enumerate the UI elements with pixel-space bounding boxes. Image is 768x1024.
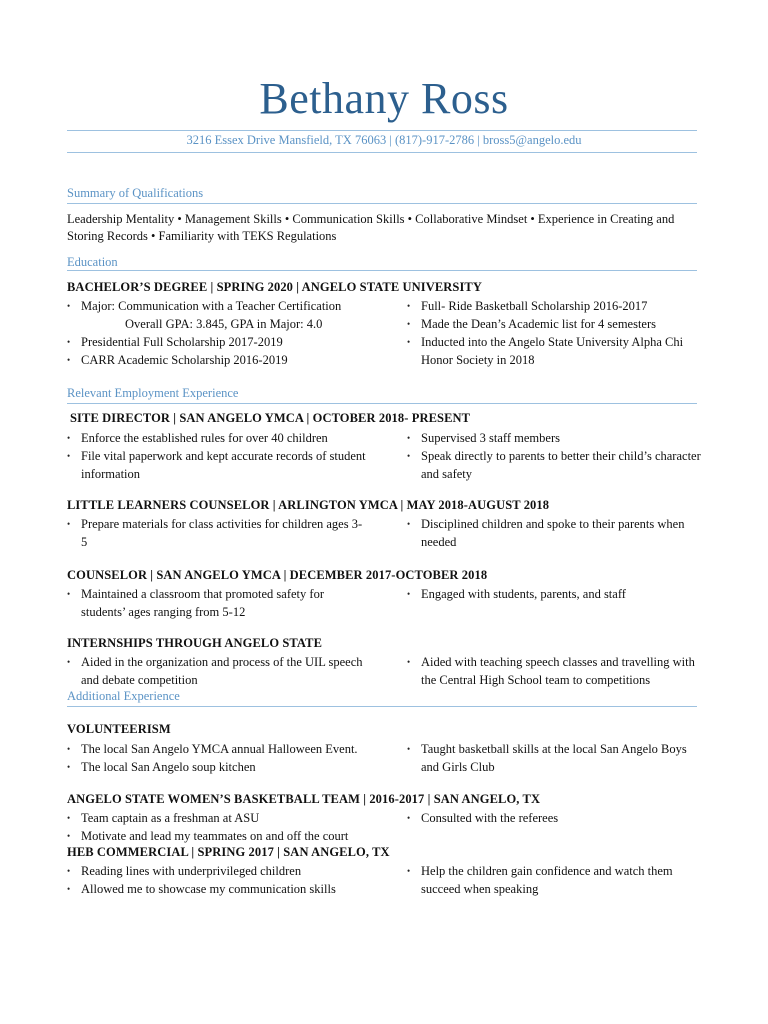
list-item: • Full- Ride Basketball Scholarship 2016-2017 bbox=[407, 297, 707, 315]
list-item: • Speak directly to parents to better their child’s character and safety bbox=[407, 447, 707, 483]
section-title-education: Education bbox=[67, 255, 118, 269]
divider bbox=[67, 130, 697, 131]
list-item: • Maintained a classroom that promoted safety for students’ ages ranging from 5-12 bbox=[67, 585, 367, 621]
job-left-list bbox=[67, 429, 367, 483]
job-heading: INTERNSHIPS THROUGH ANGELO STATE bbox=[67, 636, 323, 650]
list-item: Overall GPA: 3.845, GPA in Major: 4.0 bbox=[125, 317, 323, 331]
divider bbox=[67, 706, 697, 707]
list-item: • Enforce the established rules for over 40 children bbox=[67, 429, 367, 447]
list-item: • Motivate and lead my teammates on and off the court bbox=[67, 827, 367, 845]
list-item: • Consulted with the referees bbox=[407, 809, 707, 827]
list-item: • Prepare materials for class activities for children ages 3-5 bbox=[67, 515, 367, 551]
experience-left-list bbox=[67, 809, 367, 845]
divider bbox=[67, 203, 697, 204]
list-item: • CARR Academic Scholarship 2016-2019 bbox=[67, 351, 367, 369]
list-item: • File vital paperwork and kept accurate records of student information bbox=[67, 447, 367, 483]
education-right-list bbox=[407, 297, 707, 369]
section-title-employment: Relevant Employment Experience bbox=[67, 386, 239, 400]
experience-left-list bbox=[67, 740, 367, 776]
list-item: • Taught basketball skills at the local San Angelo Boys and Girls Club bbox=[407, 740, 707, 776]
list-item: • Presidential Full Scholarship 2017-2019 bbox=[67, 333, 367, 351]
experience-left-list bbox=[67, 862, 367, 898]
list-item: • Engaged with students, parents, and staff bbox=[407, 585, 707, 603]
list-item: • Inducted into the Angelo State University Alpha Chi Honor Society in 2018 bbox=[407, 333, 707, 369]
job-right-list bbox=[407, 585, 707, 603]
list-item: • Reading lines with underprivileged children bbox=[67, 862, 367, 880]
divider bbox=[67, 270, 697, 271]
list-item: • Made the Dean’s Academic list for 4 semesters bbox=[407, 315, 707, 333]
list-item: • The local San Angelo soup kitchen bbox=[67, 758, 367, 776]
education-left-list bbox=[67, 297, 367, 369]
job-heading: LITTLE LEARNERS COUNSELOR | ARLINGTON YMCA | MAY 2018-AUGUST 2018 bbox=[67, 498, 550, 512]
job-right-list bbox=[407, 429, 707, 483]
experience-heading: HEB COMMERCIAL | SPRING 2017 | SAN ANGELO, TX bbox=[67, 845, 390, 859]
contact-info: 3216 Essex Drive Mansfield, TX 76063 | (817)-917-2786 | bross5@angelo.edu bbox=[186, 133, 582, 147]
list-item: • Aided in the organization and process of the UIL speech and debate competition bbox=[67, 653, 367, 689]
list-item: • Help the children gain confidence and watch them succeed when speaking bbox=[407, 862, 707, 898]
list-item: • Major: Communication with a Teacher Certification bbox=[67, 297, 367, 315]
list-item: • Disciplined children and spoke to their parents when needed bbox=[407, 515, 707, 551]
list-item: • Team captain as a freshman at ASU bbox=[67, 809, 367, 827]
job-left-list bbox=[67, 515, 367, 551]
list-item: • Allowed me to showcase my communication skills bbox=[67, 880, 367, 898]
job-heading: SITE DIRECTOR | SAN ANGELO YMCA | OCTOBER 2018- PRESENT bbox=[70, 411, 471, 425]
education-heading: BACHELOR’S DEGREE | SPRING 2020 | ANGELO STATE UNIVERSITY bbox=[67, 280, 482, 294]
job-left-list bbox=[67, 653, 367, 689]
resume-name: Bethany Ross bbox=[259, 74, 509, 123]
experience-right-list bbox=[407, 809, 707, 827]
job-heading: COUNSELOR | SAN ANGELO YMCA | DECEMBER 2017-OCTOBER 2018 bbox=[67, 568, 488, 582]
list-item: • Aided with teaching speech classes and travelling with the Central High School team to competitions bbox=[407, 653, 707, 689]
divider bbox=[67, 152, 697, 153]
divider bbox=[67, 403, 697, 404]
job-right-list bbox=[407, 653, 707, 689]
list-item: • The local San Angelo YMCA annual Halloween Event. bbox=[67, 740, 367, 758]
job-right-list bbox=[407, 515, 707, 551]
experience-right-list bbox=[407, 740, 707, 776]
job-left-list bbox=[67, 585, 367, 621]
experience-heading: VOLUNTEERISM bbox=[67, 722, 171, 736]
experience-right-list bbox=[407, 862, 707, 898]
list-item: • Supervised 3 staff members bbox=[407, 429, 707, 447]
experience-heading: ANGELO STATE WOMEN’S BASKETBALL TEAM | 2016-2017 | SAN ANGELO, TX bbox=[67, 792, 541, 806]
section-title-additional: Additional Experience bbox=[67, 689, 180, 703]
section-title-summary: Summary of Qualifications bbox=[67, 186, 204, 200]
summary-text: Leadership Mentality • Management Skills • Communication Skills • Collaborative Mindset • Experience in Creating and Storing Records • Familiarity with TEKS Regulations bbox=[67, 212, 675, 243]
